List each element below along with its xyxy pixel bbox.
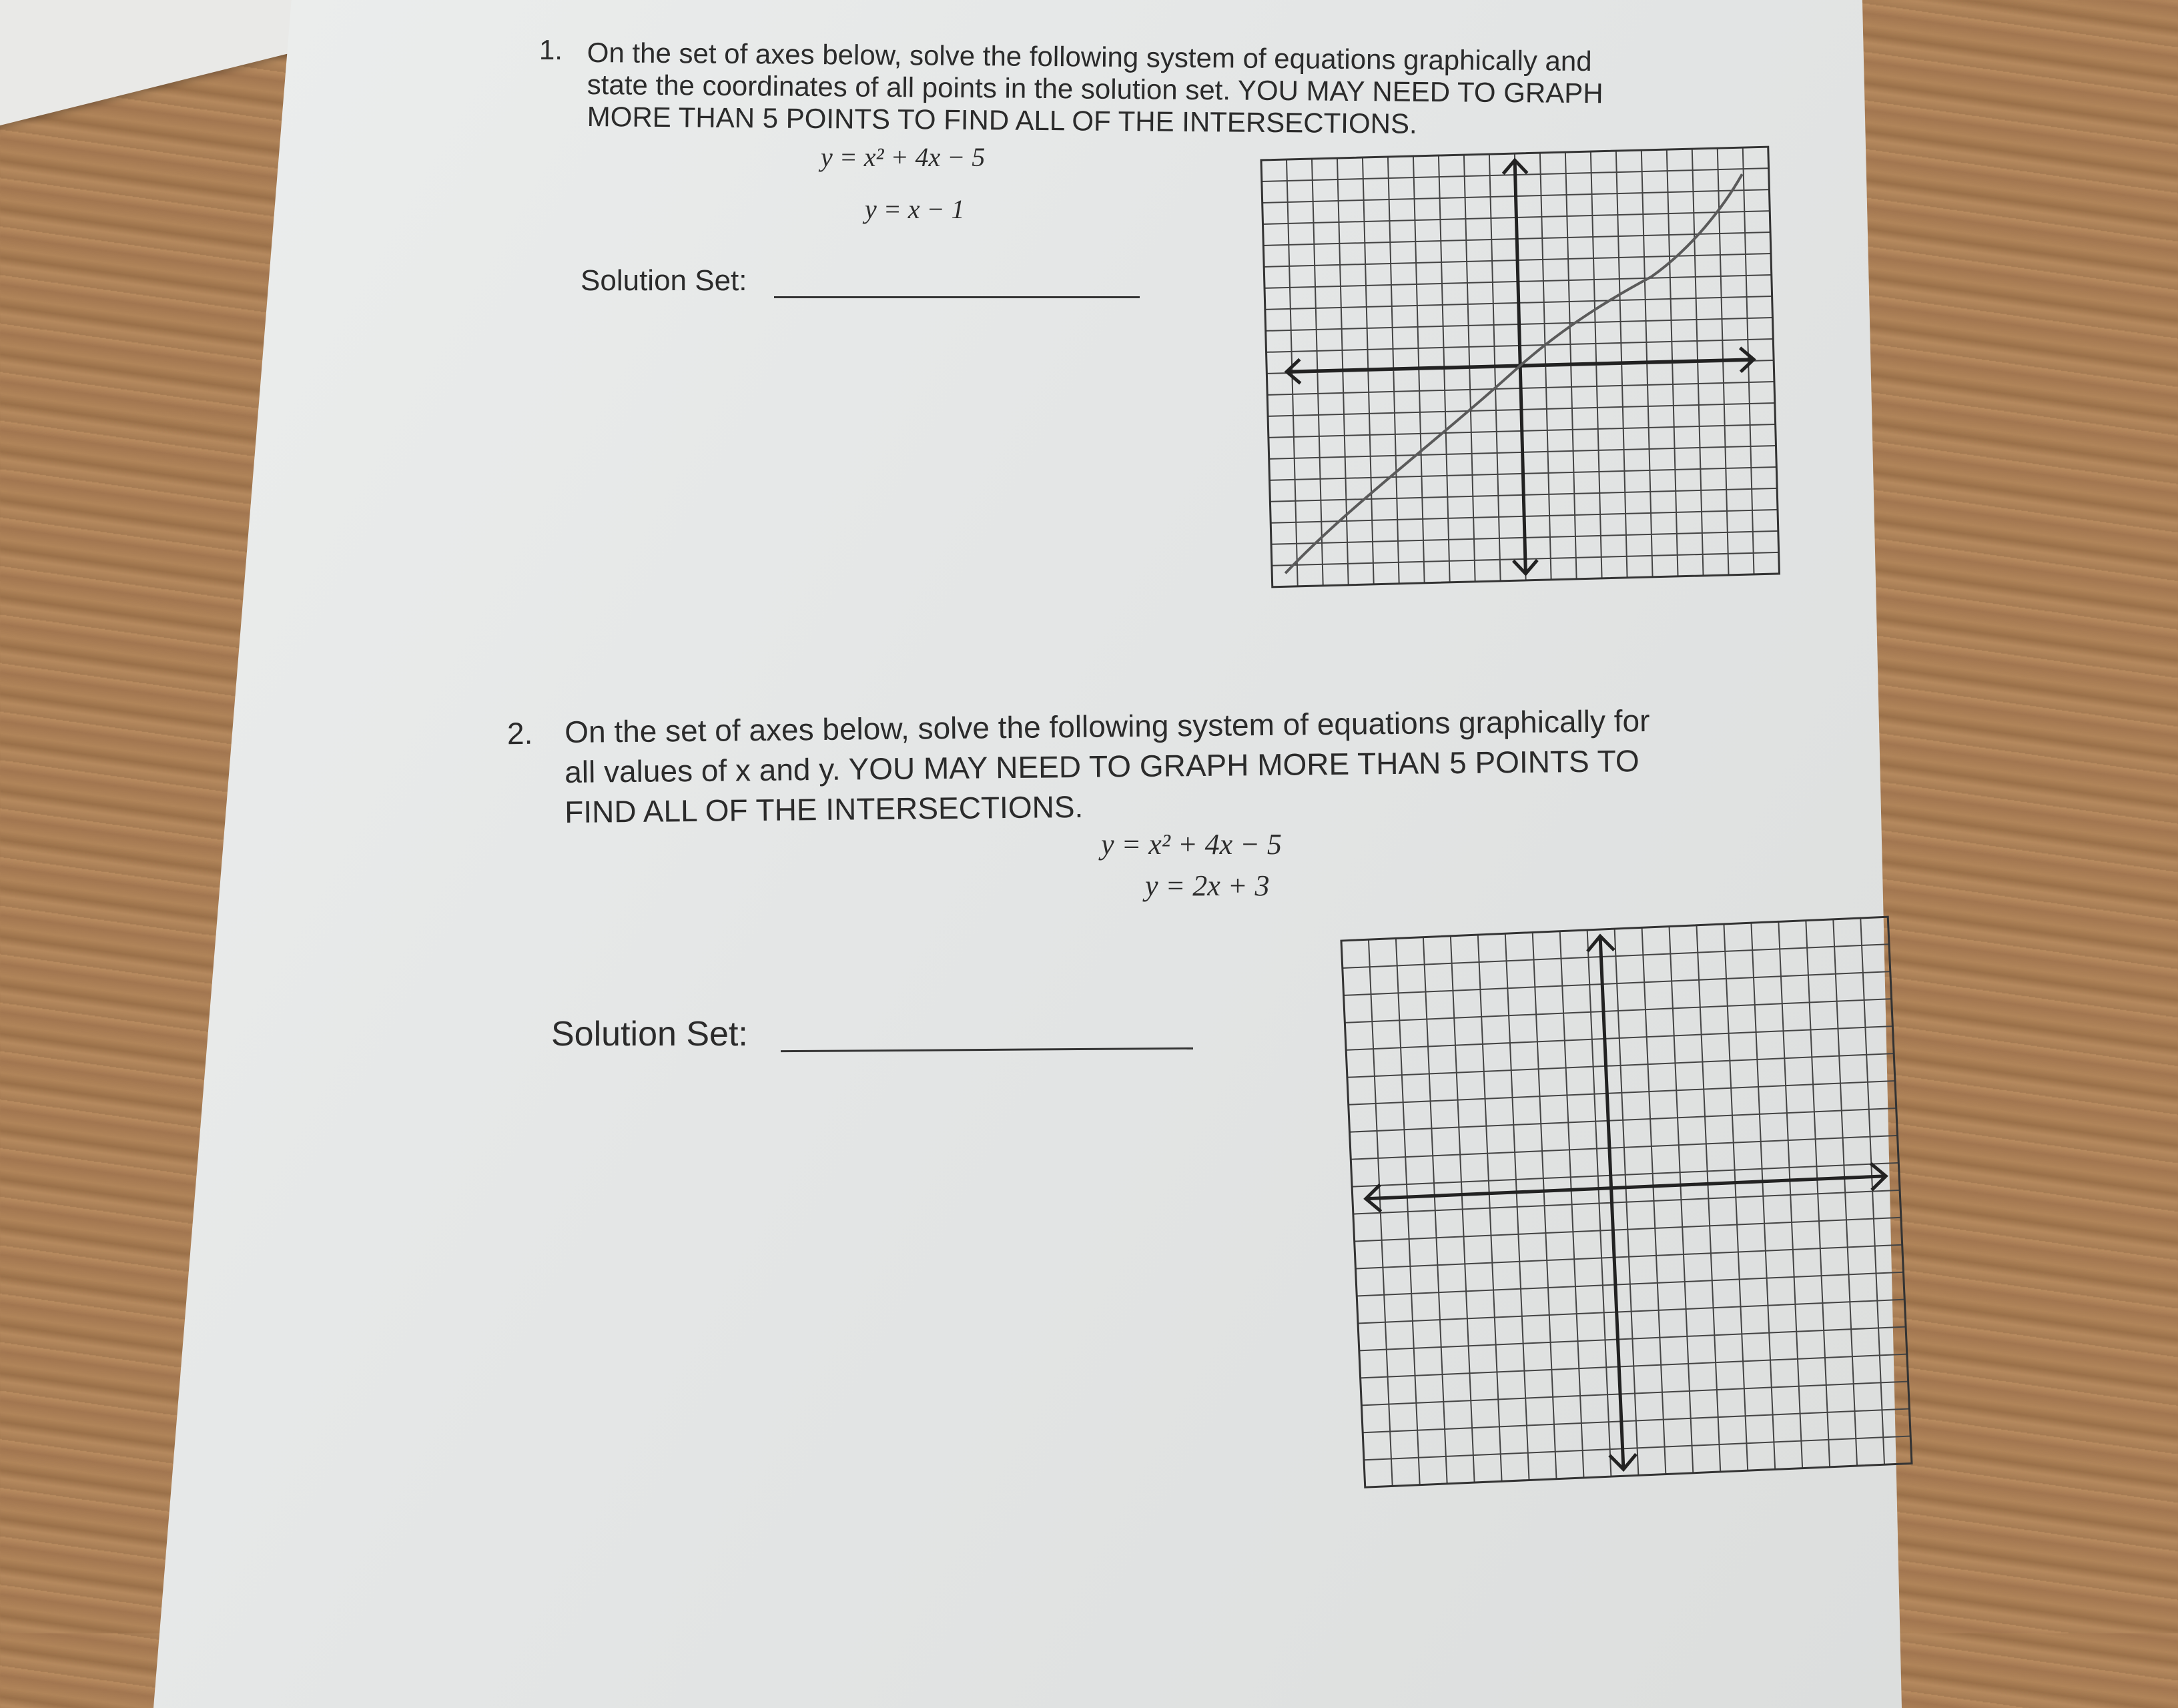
problem-2-line-3: FIND ALL OF THE INTERSECTIONS. bbox=[564, 789, 1084, 829]
problem-1-coordinate-grid[interactable] bbox=[1261, 147, 1779, 587]
problem-2-line-1: On the set of axes below, solve the following system of equations graphically for bbox=[564, 703, 1650, 749]
problem-1-equation-1: y = x² + 4x − 5 bbox=[821, 142, 986, 172]
problem-2-number: 2. bbox=[506, 715, 533, 751]
problem-1-line-3: MORE THAN 5 POINTS TO FIND ALL OF THE INTERSECTIONS. bbox=[587, 101, 1417, 139]
problem-2-equation-1: y = x² + 4x − 5 bbox=[1101, 828, 1282, 861]
problem-1-number: 1. bbox=[538, 33, 563, 66]
problem-1-line-2: state the coordinates of all points in the solution set. YOU MAY NEED TO GRAPH bbox=[587, 69, 1603, 109]
problem-2-line-2: all values of x and y. YOU MAY NEED TO GRAPH MORE THAN 5 POINTS TO bbox=[564, 743, 1640, 789]
problem-2-solution-label: Solution Set: bbox=[551, 1015, 748, 1053]
problem-2-grid-lines bbox=[1341, 917, 1912, 1487]
problem-2-coordinate-grid[interactable] bbox=[1341, 917, 1912, 1487]
problem-1-equation-2: y = x − 1 bbox=[865, 194, 965, 224]
problem-1-answer-blank[interactable] bbox=[774, 296, 1140, 298]
problem-2-equation-2: y = 2x + 3 bbox=[1145, 869, 1270, 902]
problem-1-line-1: On the set of axes below, solve the following system of equations graphically and bbox=[587, 37, 1592, 77]
problem-1-solution-label: Solution Set: bbox=[581, 264, 747, 297]
